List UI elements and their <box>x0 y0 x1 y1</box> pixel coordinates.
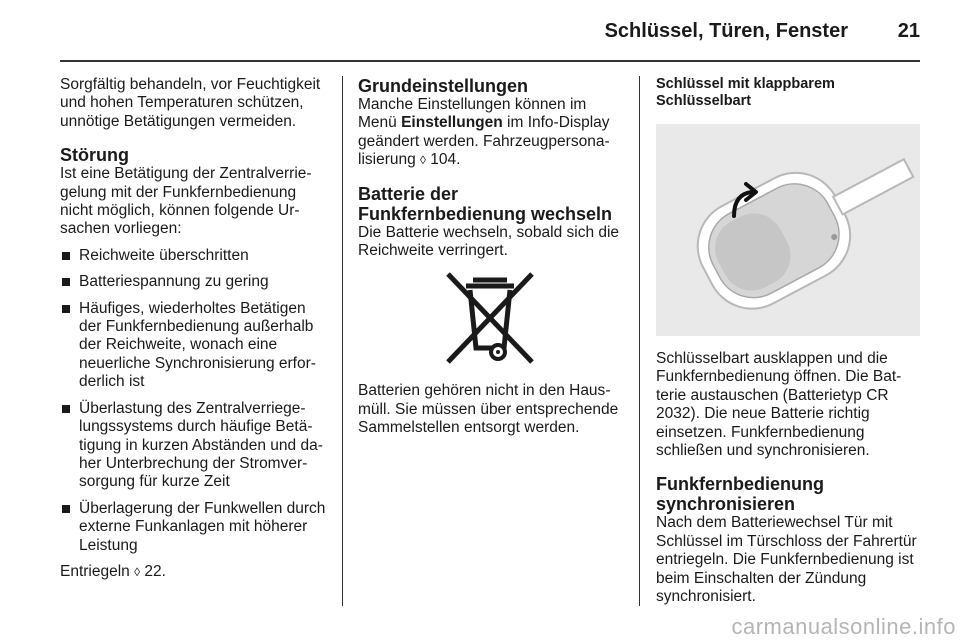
intro-paragraph: Sorgfältig behandeln, vor Feuchtigkeit und hohen Temperaturen schützen, unnötige Betätigungen vermeiden. <box>60 76 321 130</box>
watermark: carmanualsonline.info <box>731 614 956 639</box>
battery-heading: Batterie der Funkfernbedienung wechseln <box>358 183 613 224</box>
page-number: 21 <box>897 20 920 42</box>
page-title: Schlüssel, Türen, Fenster <box>604 20 848 42</box>
list-item: Überlagerung der Funkwellen durch externe Funkanlagen mit höherer Leistung <box>60 500 330 555</box>
basic-settings-section <box>358 76 622 170</box>
column-3 <box>656 76 921 620</box>
reference-arrow-icon: ◊ <box>420 153 426 168</box>
unlock-reference: Entriegeln ◊ 22. <box>60 562 166 580</box>
disposal-text: Batterien gehören nicht in den Hausmüll. Sie müssen über entsprechende Sammelstellen entsorgt werden. <box>358 382 619 437</box>
battery-section <box>358 184 622 438</box>
sync-text: Nach dem Batteriewechsel Tür mit Schlüssel im Türschloss der Fahrertür entriegeln. Die Funkfernbedienung ist beim Einschalten der Zündung synchronisiert. <box>656 514 917 606</box>
basic-settings-text: Manche Einstellungen können im Menü Einstellungen im Info-Display geändert werden. Fahrzeugpersonalisierung ◊ 104. <box>358 96 610 169</box>
folding-key-illustration <box>656 124 920 336</box>
bullet-icon <box>62 505 70 513</box>
sync-heading: Funkfernbedienung synchronisieren <box>656 474 824 515</box>
list-item: Überlastung des Zentralverriegelungssystems durch häufige Betätigung in kurzen Abständen und daher Unterbrechung der Stromversorgung für kurze Zeit <box>60 400 330 492</box>
settings-menu-name: Einstellungen <box>401 114 503 132</box>
sync-section <box>656 474 921 606</box>
cause-list <box>60 247 330 555</box>
list-item: Batteriespannung zu gering <box>60 273 330 291</box>
reference-arrow-icon: ◊ <box>134 564 141 579</box>
malfunction-section <box>60 145 330 581</box>
malfunction-heading: Störung <box>60 145 129 166</box>
list-item: Häufiges, wiederholtes Betätigen der Funkfernbedienung außerhalb der Reichweite, wonach eine neuerliche Synchronisierung erforderlich ist <box>60 300 330 392</box>
column-divider-2 <box>639 76 640 606</box>
header-divider <box>60 60 920 62</box>
column-1 <box>60 76 330 595</box>
column-divider-1 <box>342 76 343 606</box>
bullet-icon <box>62 405 70 413</box>
malfunction-text: Ist eine Betätigung der Zentralverriegelung mit der Funkfernbedienung nicht möglich, können folgende Ursachen vorliegen: <box>60 165 312 238</box>
bullet-icon <box>62 305 70 313</box>
battery-text: Die Batterie wechseln, sobald sich die Reichweite verringert. <box>358 223 620 260</box>
bullet-icon <box>62 278 70 286</box>
column-2 <box>358 76 622 452</box>
list-item: Reichweite überschritten <box>60 247 330 265</box>
folding-key-text: Schlüsselbart ausklappen und die Funkfernbedienung öffnen. Die Batterie austauschen (Batterietyp CR 2032). Die neue Batterie richtig einsetzen. Funkfernbedienung schließen und synchronisieren. <box>656 350 902 460</box>
page-header <box>60 18 920 48</box>
folding-key-heading: Schlüssel mit klappbarem Schlüsselbart <box>656 76 835 109</box>
crossed-out-bin-icon <box>410 268 570 368</box>
bullet-icon <box>62 252 70 260</box>
basic-settings-heading: Grundeinstellungen <box>358 76 529 96</box>
